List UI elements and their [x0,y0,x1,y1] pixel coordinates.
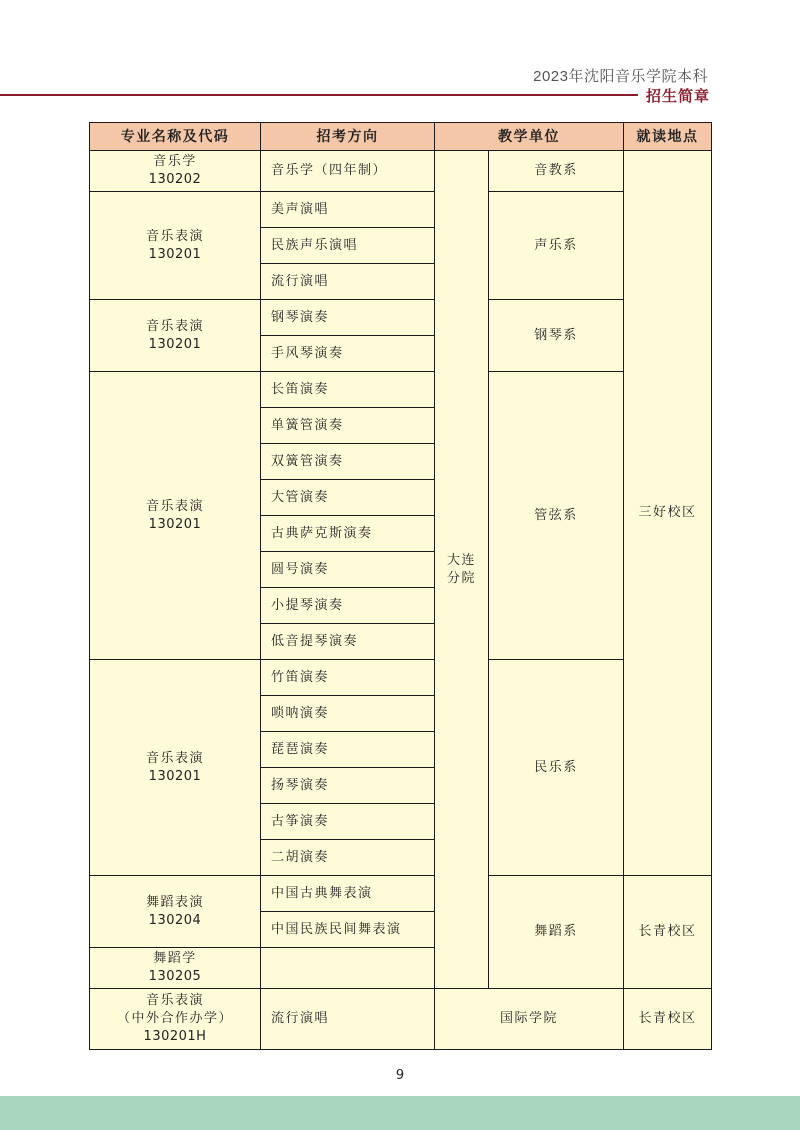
table-row [90,660,712,696]
document-subtitle: 招生简章 [638,85,710,106]
department-cell: 舞蹈系 [489,876,624,989]
direction-cell [261,948,435,989]
direction-cell: 中国民族民间舞表演 [261,912,435,948]
direction-cell: 流行演唱 [261,989,435,1050]
direction-cell: 大管演奏 [261,480,435,516]
campus-unit-cell [435,151,489,989]
direction-cell: 竹笛演奏 [261,660,435,696]
major-code: 130205 [148,969,202,984]
direction-cell: 二胡演奏 [261,840,435,876]
major-code: 130201 [148,336,202,352]
major-cell [90,876,261,948]
direction-cell: 单簧管演奏 [261,408,435,444]
location-cell: 三好校区 [624,151,712,876]
header-rule [0,94,650,96]
major-name: 音乐表演 [145,318,204,334]
col-header-location: 就读地点 [624,123,712,151]
direction-cell: 琵琶演奏 [261,732,435,768]
major-code: 130201 [148,768,202,784]
document-title: 2023年沈阳音乐学院本科 [533,68,708,85]
direction-cell: 钢琴演奏 [261,300,435,336]
location-cell: 长青校区 [624,989,712,1050]
direction-cell: 圆号演奏 [261,552,435,588]
direction-cell: 古筝演奏 [261,804,435,840]
direction-cell: 中国古典舞表演 [261,876,435,912]
direction-cell: 音乐学（四年制） [261,151,435,192]
major-cell [90,660,261,876]
major-code: 130201 [148,246,202,262]
department-cell: 声乐系 [489,192,624,300]
direction-cell: 扬琴演奏 [261,768,435,804]
direction-cell: 流行演唱 [261,264,435,300]
col-header-major: 专业名称及代码 [90,123,261,151]
direction-cell: 古典萨克斯演奏 [261,516,435,552]
table-row [90,372,712,408]
location-cell: 长青校区 [624,876,712,989]
major-name: 音乐表演 [145,750,204,766]
direction-cell: 小提琴演奏 [261,588,435,624]
major-cell [90,989,261,1050]
major-name: 舞蹈学 [153,951,197,966]
table-header-row [90,123,712,151]
major-code: 130202 [148,172,202,187]
major-code: 130201 [148,516,202,532]
intl-unit-cell: 国际学院 [435,989,624,1050]
admissions-table-container [89,122,712,1050]
department-cell: 管弦系 [489,372,624,660]
footer-band [0,1096,800,1130]
direction-cell: 唢呐演奏 [261,696,435,732]
major-cell [90,300,261,372]
major-name: 音乐表演 [145,228,204,244]
table-row [90,300,712,336]
direction-cell: 美声演唱 [261,192,435,228]
col-header-unit: 教学单位 [435,123,624,151]
table-row [90,151,712,192]
table-row [90,989,712,1050]
campus-unit-line2: 分院 [446,570,476,586]
direction-cell: 双簧管演奏 [261,444,435,480]
major-cell [90,192,261,300]
major-cell [90,372,261,660]
col-header-direction: 招考方向 [261,123,435,151]
major-name: 音乐学 [153,154,197,169]
major-name: 舞蹈表演 [145,894,204,910]
major-code: 130201H [143,1029,207,1044]
major-name: 音乐表演 [145,993,204,1008]
major-name: 音乐表演 [145,498,204,514]
major-cell [90,948,261,989]
direction-cell: 低音提琴演奏 [261,624,435,660]
major-code: 130204 [148,912,202,928]
major-cell [90,151,261,192]
admissions-table [89,122,712,1050]
department-cell: 民乐系 [489,660,624,876]
table-row [90,876,712,912]
department-cell: 钢琴系 [489,300,624,372]
direction-cell: 民族声乐演唱 [261,228,435,264]
department-cell: 音教系 [489,151,624,192]
page-number: 9 [395,1068,405,1083]
major-note: （中外合作办学） [116,1011,233,1026]
campus-unit-line1: 大连 [446,552,476,568]
direction-cell: 长笛演奏 [261,372,435,408]
table-row [90,192,712,228]
direction-cell: 手风琴演奏 [261,336,435,372]
